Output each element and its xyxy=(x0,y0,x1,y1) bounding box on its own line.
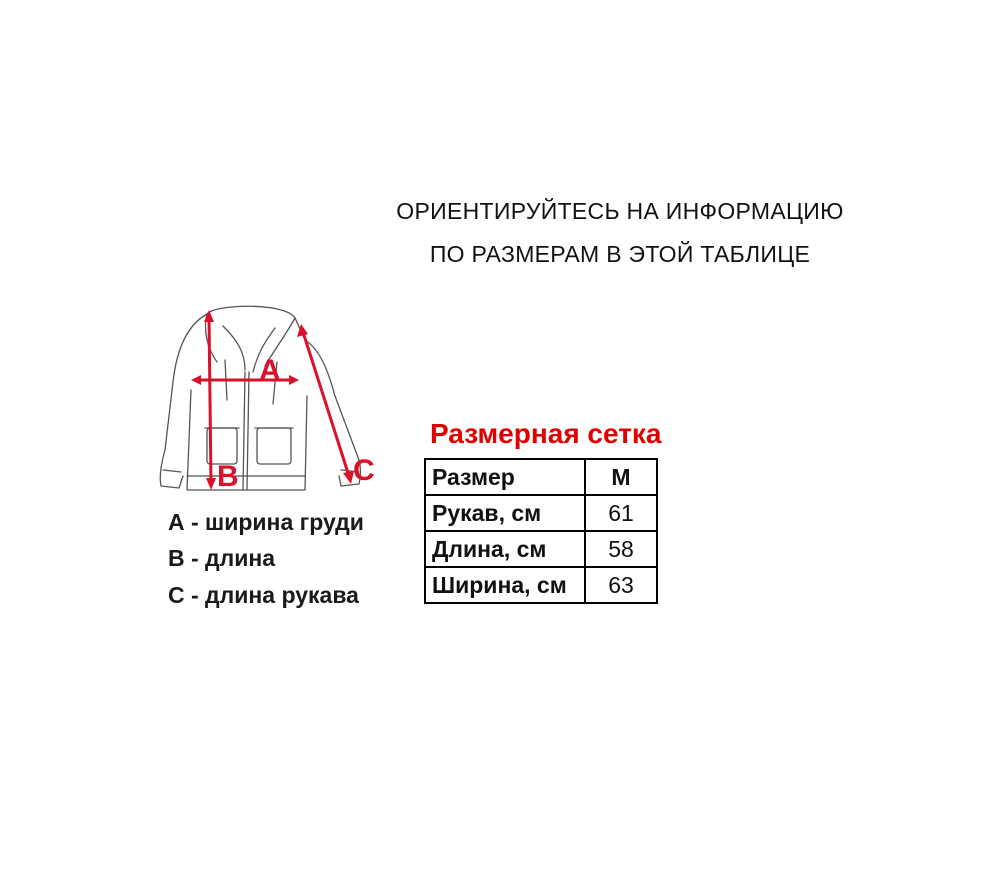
table-row xyxy=(425,567,657,603)
table-row xyxy=(425,495,657,531)
table-row-label: Ширина, см xyxy=(425,567,585,603)
heading-line-2: ПО РАЗМЕРАМ В ЭТОЙ ТАБЛИЦЕ xyxy=(429,241,811,267)
jacket-diagram xyxy=(145,300,385,505)
diagram-label-b: B xyxy=(217,460,239,493)
heading-line-1: ОРИЕНТИРУЙТЕСЬ НА ИНФОРМАЦИЮ xyxy=(396,198,844,224)
table-header-label: Размер xyxy=(425,459,585,495)
table-header-size: M xyxy=(585,459,657,495)
legend-a: А - ширина груди xyxy=(168,509,364,535)
table-row-value: 58 xyxy=(585,531,657,567)
table-row-value: 63 xyxy=(585,567,657,603)
size-table xyxy=(424,458,658,604)
table-row-label: Длина, см xyxy=(425,531,585,567)
size-table-title: Размерная сетка xyxy=(430,418,662,449)
table-row-label: Рукав, см xyxy=(425,495,585,531)
table-header-row xyxy=(425,459,657,495)
legend-c: С - длина рукава xyxy=(168,582,359,608)
legend-b: В - длина xyxy=(168,545,276,571)
diagram-label-a: A xyxy=(259,354,281,387)
diagram-label-c: C xyxy=(353,454,375,487)
table-row xyxy=(425,531,657,567)
table-row-value: 61 xyxy=(585,495,657,531)
